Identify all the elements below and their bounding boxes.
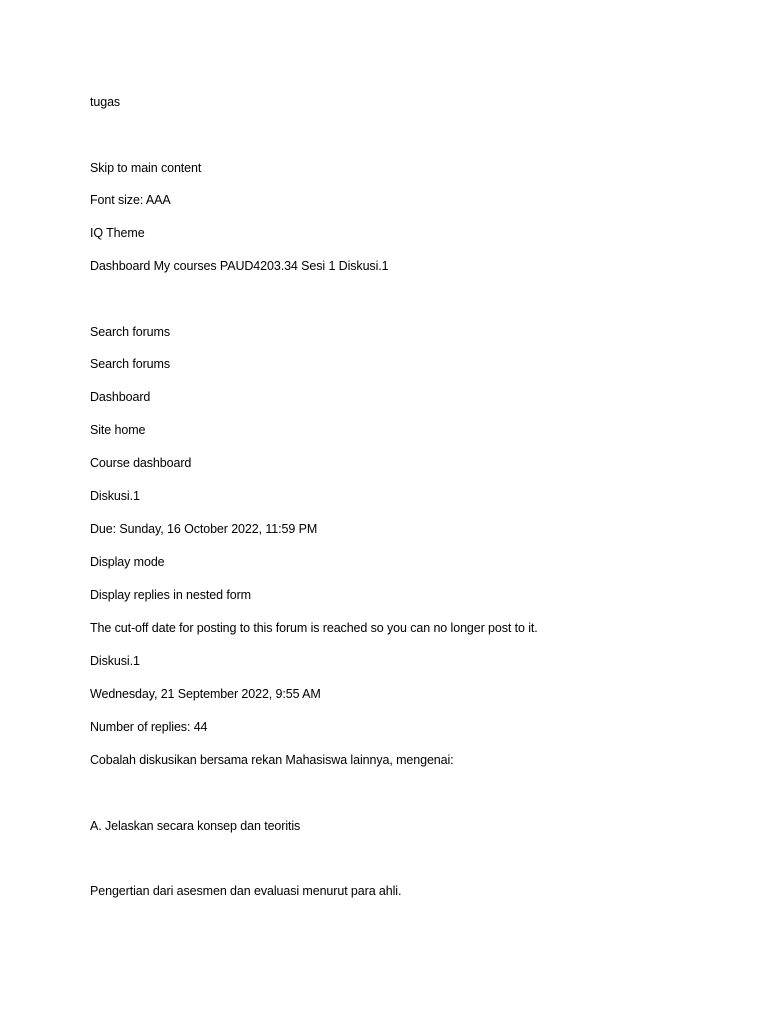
replies-count: Number of replies: 44 xyxy=(90,720,208,734)
document-title: tugas xyxy=(90,95,121,109)
search-input[interactable]: Search forums xyxy=(90,357,170,371)
section-a-heading: A. Jelaskan secara konsep dan teoritis xyxy=(90,819,301,833)
forum-name: Diskusi.1 xyxy=(90,489,140,503)
cutoff-notice: The cut-off date for posting to this forum is reached so you can no longer post to it. xyxy=(90,621,538,635)
nav-course-dashboard-link[interactable]: Course dashboard xyxy=(90,456,192,470)
discussion-title[interactable]: Diskusi.1 xyxy=(90,654,140,668)
due-date: Due: Sunday, 16 October 2022, 11:59 PM xyxy=(90,522,318,536)
post-intro: Cobalah diskusikan bersama rekan Mahasiswa lainnya, mengenai: xyxy=(90,753,454,767)
display-mode-select[interactable]: Display replies in nested form xyxy=(90,588,251,602)
post-date: Wednesday, 21 September 2022, 9:55 AM xyxy=(90,687,321,701)
skip-to-content-link[interactable]: Skip to main content xyxy=(90,161,202,175)
definition-text: Pengertian dari asesmen dan evaluasi menurut para ahli. xyxy=(90,884,402,898)
font-size-control[interactable]: Font size: AAA xyxy=(90,193,171,207)
breadcrumb[interactable]: Dashboard My courses PAUD4203.34 Sesi 1 Diskusi.1 xyxy=(90,259,389,273)
nav-site-home-link[interactable]: Site home xyxy=(90,423,146,437)
search-label: Search forums xyxy=(90,325,170,339)
nav-dashboard-link[interactable]: Dashboard xyxy=(90,390,151,404)
theme-label: IQ Theme xyxy=(90,226,145,240)
display-mode-label: Display mode xyxy=(90,555,165,569)
